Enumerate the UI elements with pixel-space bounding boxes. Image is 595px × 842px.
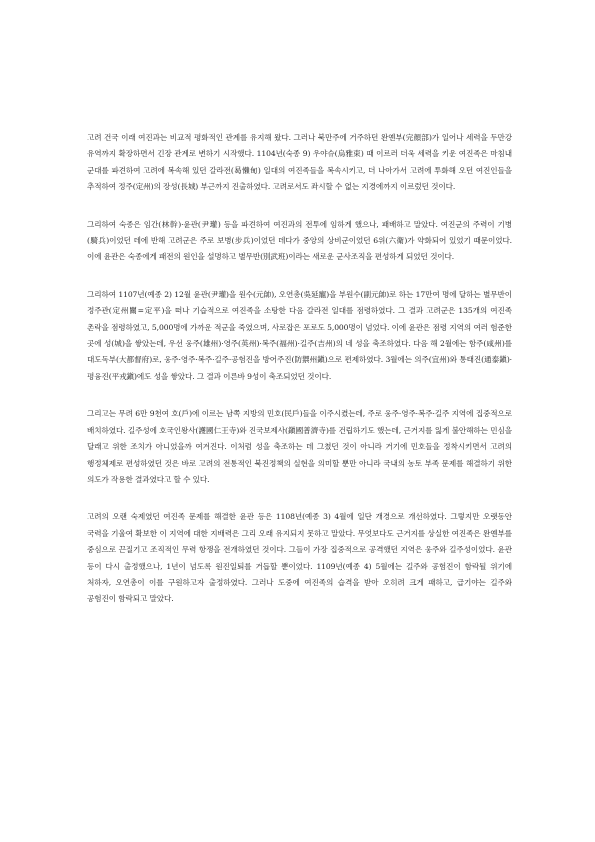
- paragraph-4: 그리고는 무려 6만 9천여 호(戶)에 이르는 남쪽 지방의 민호(民戶)들을 이주시켰는데, 주로 웅주·영주·복주·길주 지역에 집중적으로 배치하였다. 길주성에 호국인왕사(護國仁王寺)와 진국보제사(鎭國普濟寺)를 건립하기도 했는데, 근거지를 잃게 불안해하는 민심을 달래고 위한 조치가 아니었을까 여겨진다. 이처럼 성을 축조하는 데 그쳤던 것이 아니라 거기에 민호들을 정착시키면서 고려의 행정체제로 편성하였던 것은 바로 고려의 전통적인 북진정책의 실현을 의미할 뿐만 아니라 국내의 농토 부족 문제를 해결하기 위한 의도가 작용한 결과였다고 할 수 있다.: [87, 409, 512, 484]
- paragraph-5: 고려의 오랜 숙제였던 여진족 문제를 해결한 윤관 등은 1108년(예종 3) 4월에 일단 개경으로 개선하였다. 그렇지만 오랫동안 국력을 기울여 확보한 이 지역에 대한 지배력은 그리 오래 유지되지 못하고 말았다. 무엇보다도 근거지를 상실한 여진족은 완옌부를 중심으로 끈질기고 조직적인 무력 항쟁을 전개하였던 것이다. 그들이 가장 집중적으로 공격했던 지역은 웅주와 길주성이었다. 윤관 등이 다시 출정했으나, 1년이 넘도록 원진일퇴를 거듭할 뿐이었다. 1109년(예종 4) 5월에는 길주와 공험진이 함락될 위기에 처하자, 오연총이 이를 구원하고자 출정하였다. 그러나 도중에 여진족의 습격을 받아 오히려 크게 패하고, 급기야는 길주와 공험진이 함락되고 말았다.: [87, 512, 512, 604]
- paragraph-3: 그리하여 1107년(예종 2) 12월 윤관(尹瓘)을 원수(元帥), 오연총(吳延寵)을 부원수(副元帥)로 하는 17만여 명에 달하는 별무반이 정주관(定州關=定平)을 떠나 기습적으로 여진족을 소탕한 다음 갈라전 일대를 점령하였다. 그 결과 고려군은 135개의 여진족 촌락을 점령하였고, 5,000명에 가까운 적군을 죽였으며, 사로잡은 포로도 5,000명이 넘었다. 이에 윤관은 점령 지역의 여러 험준한 곳에 성(城)을 쌓았는데, 우선 웅주(雄州)·영주(英州)·복주(福州)·길주(吉州)의 네 성을 축조하였다. 다음 해 2월에는 함주(咸州)를 대도독부(大都督府)로, 웅주·영주·복주·길주·공험진을 방어주진(防禦州鎭)으로 편제하였다. 3월에는 의주(宜州)와 통태진(通泰鎭)·평융진(平戎鎭)에도 성을 쌓았다. 그 결과 이른바 9성이 축조되었던 것이다.: [87, 289, 512, 381]
- document-body: [87, 130, 512, 629]
- paragraph-1: 고려 건국 이래 여진과는 비교적 평화적인 관계를 유지해 왔다. 그러나 북만주에 거주하던 완옌부(完顔部)가 일어나 세력을 두만강 유역까지 확장하면서 긴장 관계로 변하기 시작했다. 1104년(숙종 9) 우야슈(烏雅束) 때 이르러 더욱 세력을 키운 여진족은 마침내 군대를 파견하여 고려에 복속해 있던 갈라전(曷懶甸) 일대의 여진족들을 복속시키고, 더 나아가서 고려에 투화해 오던 여진인들을 추적하여 정주(定州)의 장성(長城) 부근까지 진출하였다. 고려로서도 좌시할 수 없는 지경에까지 이르렀던 것이다.: [87, 133, 512, 192]
- paragraph-2: 그리하여 숙종은 임간(林幹)·윤관(尹瓘) 등을 파견하여 여진과의 전투에 임하게 했으나, 패배하고 말았다. 여진군의 주력이 기병(騎兵)이었던 데에 반해 고려군은 주로 보병(步兵)이었던 데다가 중앙의 상비군이었던 6위(六衛)가 약화되어 있었기 때문이었다. 이에 윤관은 숙종에게 패전의 원인을 설명하고 별무반(別武班)이라는 새로운 군사조직을 편성하게 되었던 것이다.: [87, 219, 512, 262]
